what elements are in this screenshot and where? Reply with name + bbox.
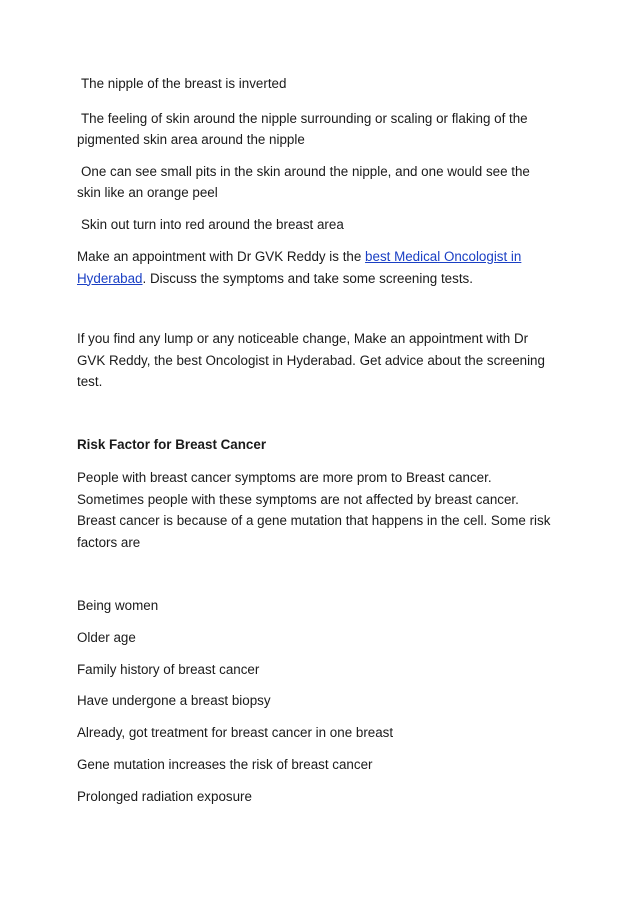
symptom-scaling-skin-continued bbox=[77, 129, 567, 151]
risk-intro-paragraph bbox=[77, 467, 567, 553]
paragraph-text: The feeling of skin around the nipple surrounding or scaling or flaking of the bbox=[81, 111, 528, 126]
appointment-line-1 bbox=[77, 246, 567, 268]
symptom-orange-peel bbox=[77, 161, 571, 183]
risk-factor-item: Prolonged radiation exposure bbox=[77, 789, 252, 804]
risk-factor-item: Family history of breast cancer bbox=[77, 662, 260, 677]
paragraph-text: factors are bbox=[77, 534, 141, 550]
paragraph-text: test. bbox=[77, 374, 103, 390]
symptom-scaling-skin bbox=[77, 108, 571, 130]
paragraph-text: Make an appointment with Dr GVK Reddy is the bbox=[77, 249, 366, 264]
symptom-orange-peel-continued bbox=[77, 182, 567, 204]
hyderabad-link[interactable]: Hyderabad bbox=[77, 270, 143, 286]
symptom-red-skin bbox=[77, 214, 571, 236]
paragraph-text: One can see small pits in the skin around the nipple, and one would see the bbox=[81, 164, 530, 179]
paragraph-text: The nipple of the breast is inverted bbox=[81, 76, 287, 91]
paragraph-text: GVK Reddy, the best Oncologist in Hyderabad. Get advice about the screening bbox=[77, 352, 545, 368]
risk-factor-item: Older age bbox=[77, 630, 136, 645]
paragraph-text: If you find any lump or any noticeable change, Make an appointment with Dr bbox=[77, 331, 529, 346]
paragraph-text: People with breast cancer symptoms are more prom to Breast cancer. bbox=[77, 470, 492, 485]
appointment-line-2 bbox=[77, 268, 567, 290]
symptom-inverted-nipple bbox=[77, 73, 571, 95]
paragraph-text: Breast cancer is because of a gene mutation that happens in the cell. Some risk bbox=[77, 513, 551, 529]
oncologist-link[interactable]: best Medical Oncologist in bbox=[365, 249, 522, 264]
paragraph-text: . Discuss the symptoms and take some screening tests. bbox=[142, 270, 473, 286]
lump-advice-paragraph bbox=[77, 328, 567, 393]
risk-factor-item: Gene mutation increases the risk of breast cancer bbox=[77, 757, 373, 772]
appointment-paragraph bbox=[77, 246, 567, 289]
risk-factor-heading: Risk Factor for Breast Cancer bbox=[77, 437, 267, 452]
risk-factor-item: Have undergone a breast biopsy bbox=[77, 693, 271, 708]
paragraph-text: Skin out turn into red around the breast area bbox=[81, 217, 344, 232]
paragraph-text: skin like an orange peel bbox=[77, 185, 218, 200]
risk-factor-item: Being women bbox=[77, 598, 159, 613]
paragraph-text: pigmented skin area around the nipple bbox=[77, 132, 305, 147]
risk-factor-item: Already, got treatment for breast cancer in one breast bbox=[77, 725, 394, 740]
paragraph-text: Sometimes people with these symptoms are not affected by breast cancer. bbox=[77, 491, 519, 507]
